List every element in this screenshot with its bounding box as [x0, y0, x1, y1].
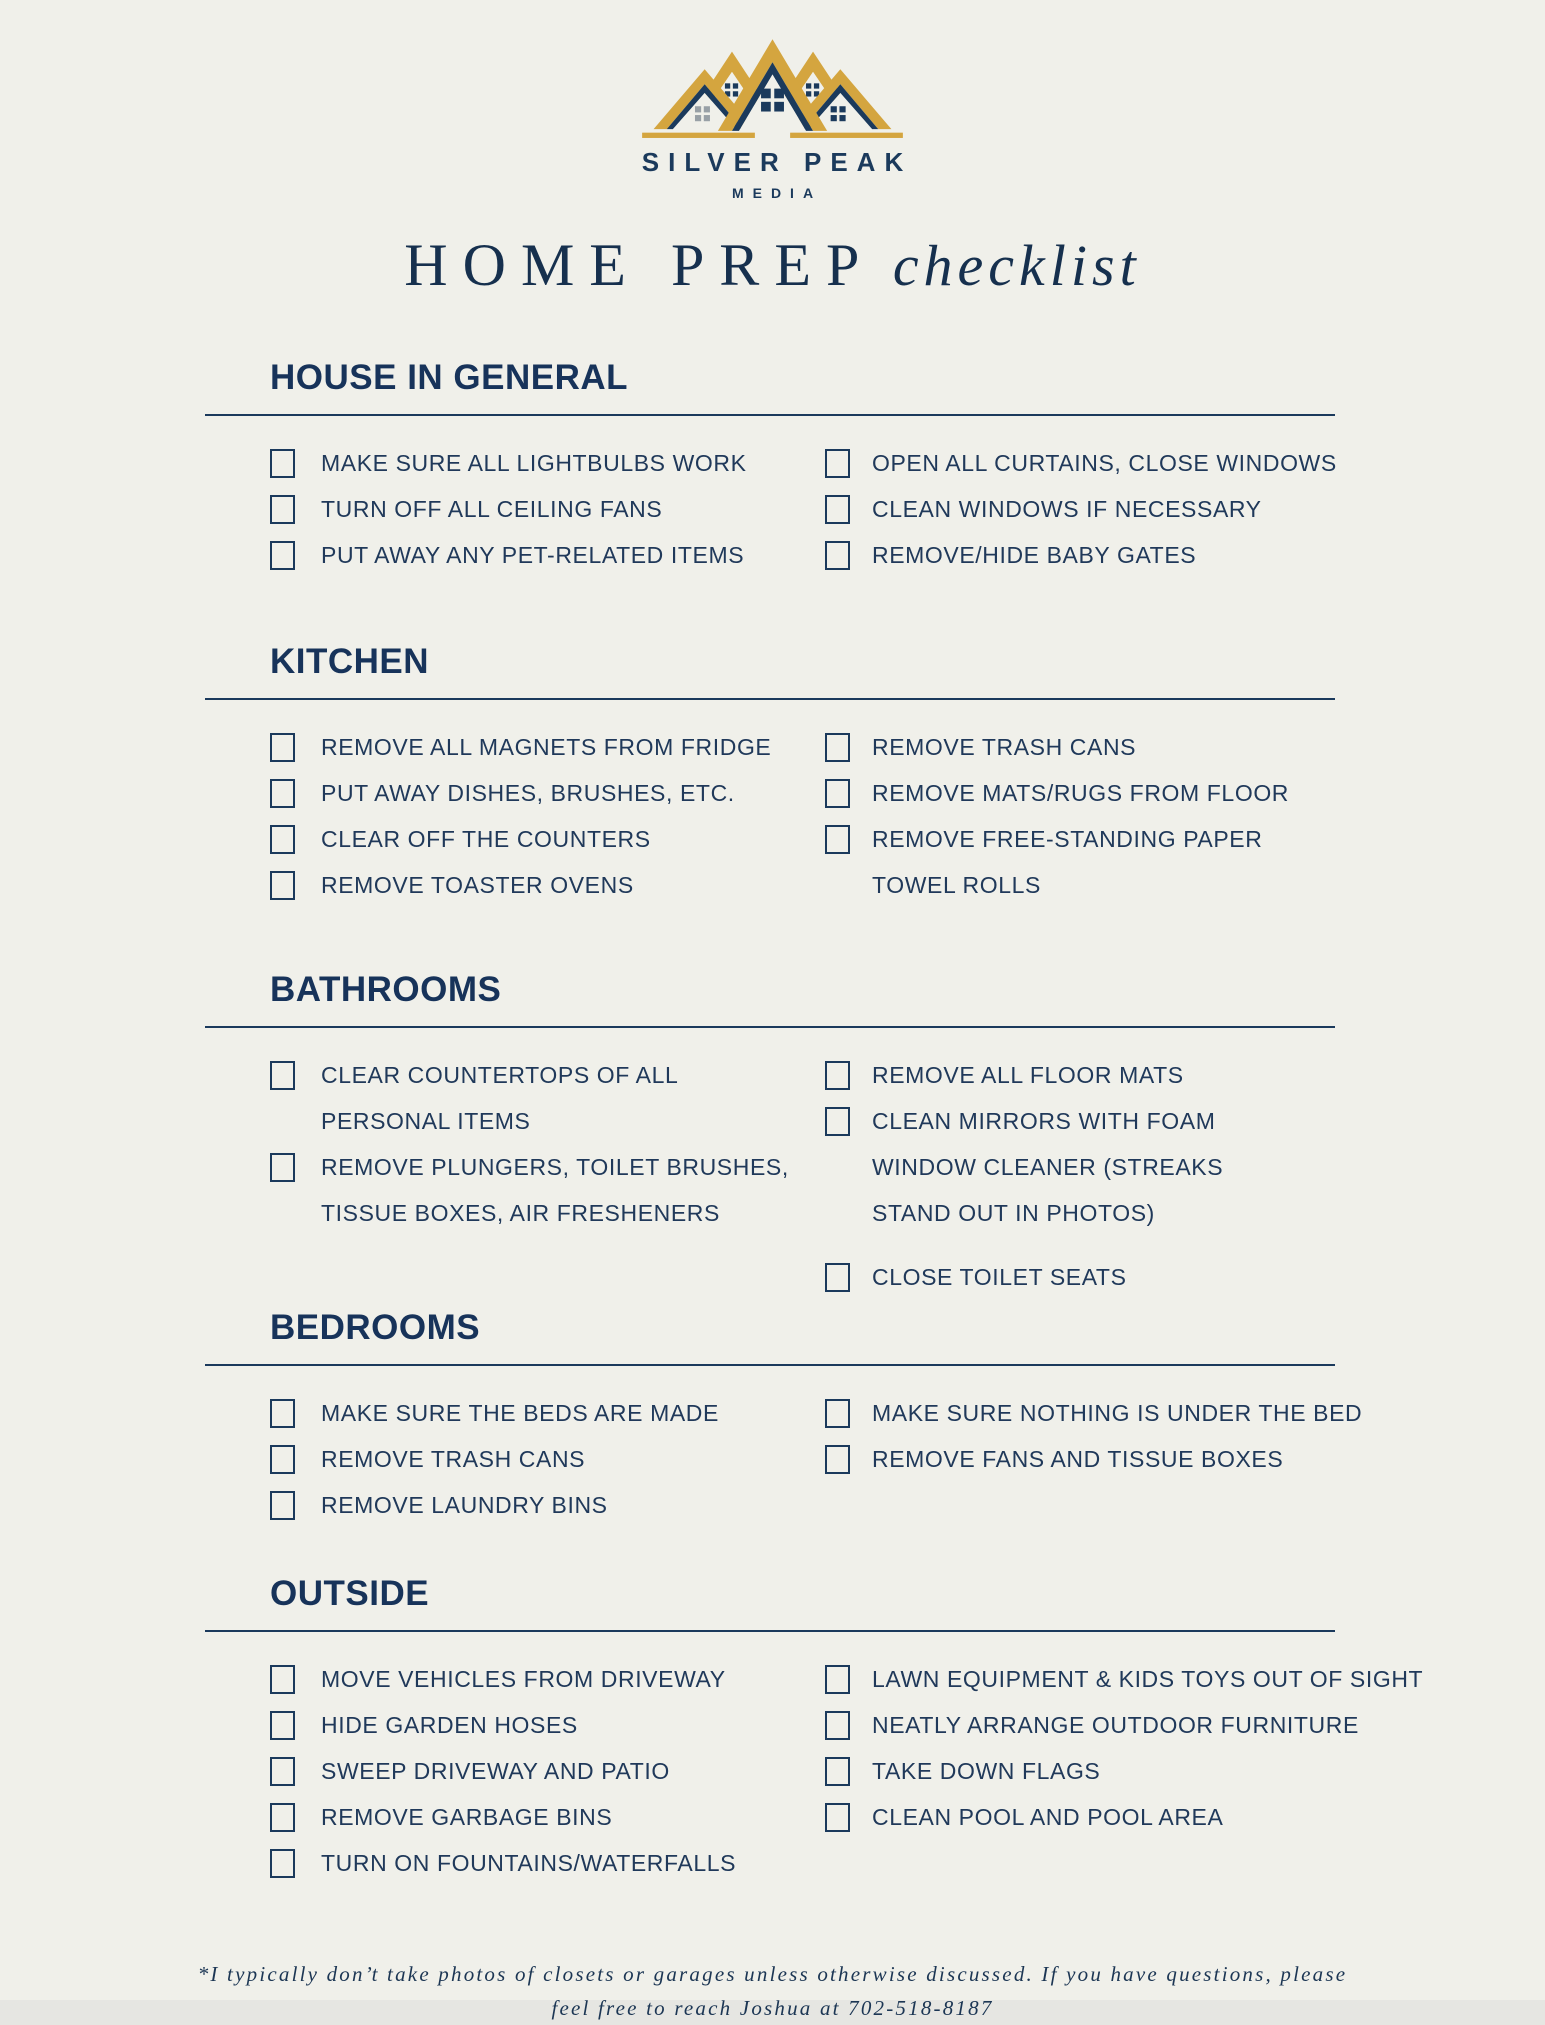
page-title	[0, 231, 1545, 300]
item-label: WINDOW CLEANER (STREAKS	[872, 1153, 1224, 1180]
checklist-item	[270, 486, 825, 532]
checklist-item	[270, 1702, 825, 1748]
kitchen-columns	[205, 700, 1335, 908]
checkbox[interactable]	[270, 1153, 295, 1182]
item-label: TISSUE BOXES, AIR FRESHENERS	[321, 1199, 720, 1226]
item-label: REMOVE GARBAGE BINS	[321, 1803, 613, 1830]
outside-columns	[205, 1632, 1424, 1886]
item-label: REMOVE FANS AND TISSUE BOXES	[872, 1445, 1284, 1472]
item-label: CLEAR COUNTERTOPS OF ALL	[321, 1061, 679, 1088]
checklist-item	[825, 724, 1335, 770]
checkbox[interactable]	[825, 1711, 850, 1740]
checklist-item	[825, 1436, 1362, 1482]
checkbox[interactable]	[825, 495, 850, 524]
bathrooms-right-column	[825, 1052, 1335, 1300]
checkbox[interactable]	[270, 779, 295, 808]
checklist-item	[825, 1190, 1335, 1236]
brand-subtitle: MEDIA	[731, 185, 823, 201]
checklist-item	[270, 1098, 825, 1144]
checklist-item	[825, 1702, 1423, 1748]
houses-roofline-icon	[640, 34, 905, 145]
house-in-general-left-column	[270, 440, 825, 578]
bedrooms-left-column	[270, 1390, 825, 1528]
logo	[0, 0, 1545, 201]
checklist-sections	[205, 358, 1424, 1886]
bedrooms-right-column	[825, 1390, 1362, 1528]
checkbox[interactable]	[270, 1757, 295, 1786]
checklist-item	[825, 1254, 1335, 1300]
checklist-item	[270, 532, 825, 578]
checkbox[interactable]	[825, 541, 850, 570]
item-label: PERSONAL ITEMS	[321, 1107, 531, 1134]
checklist-item	[825, 862, 1335, 908]
checklist-item	[270, 1436, 825, 1482]
house-in-general-right-column	[825, 440, 1337, 578]
checklist-item	[825, 770, 1335, 816]
item-label: HIDE GARDEN HOSES	[321, 1711, 578, 1738]
checkbox[interactable]	[270, 1399, 295, 1428]
checkbox[interactable]	[825, 1399, 850, 1428]
checkbox[interactable]	[825, 1665, 850, 1694]
page-title-main: HOME PREP	[404, 232, 875, 298]
item-label: TURN OFF ALL CEILING FANS	[321, 495, 663, 522]
section-house-in-general	[205, 358, 1335, 578]
item-label: REMOVE LAUNDRY BINS	[321, 1491, 608, 1518]
checkbox[interactable]	[825, 1445, 850, 1474]
checklist-item	[270, 1190, 825, 1236]
checklist-item	[825, 486, 1337, 532]
checklist-item	[270, 1840, 825, 1886]
item-label: REMOVE/HIDE BABY GATES	[872, 541, 1197, 568]
item-label: MAKE SURE THE BEDS ARE MADE	[321, 1399, 719, 1426]
checkbox[interactable]	[825, 1061, 850, 1090]
item-label: CLEAN POOL AND POOL AREA	[872, 1803, 1224, 1830]
checkbox[interactable]	[270, 1445, 295, 1474]
checkbox[interactable]	[270, 1491, 295, 1520]
item-label: CLEAN MIRRORS WITH FOAM	[872, 1107, 1216, 1134]
item-label: PUT AWAY DISHES, BRUSHES, ETC.	[321, 779, 735, 806]
checklist-item	[825, 816, 1335, 862]
footer-note	[0, 1958, 1545, 2025]
checkbox[interactable]	[825, 1263, 850, 1292]
item-label: CLEAN WINDOWS IF NECESSARY	[872, 495, 1262, 522]
section-title-bathrooms: BATHROOMS	[270, 970, 502, 1009]
item-label: TAKE DOWN FLAGS	[872, 1757, 1101, 1784]
checklist-item	[270, 770, 825, 816]
footer-note-line1: *I typically don’t take photos of closets or garages unless otherwise discussed. If you have questions, please	[197, 1962, 1348, 1986]
section-outside	[205, 1574, 1424, 1886]
item-label: STAND OUT IN PHOTOS)	[872, 1199, 1155, 1226]
page-title-accent: checklist	[892, 233, 1141, 298]
checklist-item	[270, 816, 825, 862]
item-label: MAKE SURE ALL LIGHTBULBS WORK	[321, 449, 747, 476]
outside-right-column	[825, 1656, 1423, 1886]
kitchen-left-column	[270, 724, 825, 908]
item-label: TURN ON FOUNTAINS/WATERFALLS	[321, 1849, 737, 1876]
checklist-item	[825, 1656, 1423, 1702]
item-label: REMOVE TRASH CANS	[321, 1445, 586, 1472]
bathrooms-left-column	[270, 1052, 825, 1300]
checkbox[interactable]	[825, 1107, 850, 1136]
section-title-kitchen: KITCHEN	[270, 642, 430, 681]
footer-note-line2: feel free to reach Joshua at 702-518-8187	[551, 1995, 994, 2020]
checkbox[interactable]	[270, 541, 295, 570]
item-label: REMOVE MATS/RUGS FROM FLOOR	[872, 779, 1290, 806]
item-label: REMOVE ALL MAGNETS FROM FRIDGE	[321, 733, 772, 760]
checkbox[interactable]	[270, 1665, 295, 1694]
checkbox[interactable]	[825, 825, 850, 854]
section-title-house-in-general: HOUSE IN GENERAL	[270, 358, 629, 397]
checklist-item	[270, 1390, 825, 1436]
item-label: LAWN EQUIPMENT & KIDS TOYS OUT OF SIGHT	[872, 1665, 1424, 1692]
item-label: MOVE VEHICLES FROM DRIVEWAY	[321, 1665, 726, 1692]
checklist-item	[825, 1052, 1335, 1098]
checkbox[interactable]	[825, 733, 850, 762]
checklist-item	[270, 1656, 825, 1702]
house-in-general-columns	[205, 416, 1335, 578]
checkbox[interactable]	[270, 825, 295, 854]
checklist-item	[825, 1098, 1335, 1144]
item-label: NEATLY ARRANGE OUTDOOR FURNITURE	[872, 1711, 1359, 1738]
outside-left-column	[270, 1656, 825, 1886]
checklist-item	[270, 1482, 825, 1528]
checklist-item	[270, 862, 825, 908]
checkbox[interactable]	[270, 1803, 295, 1832]
item-label: REMOVE ALL FLOOR MATS	[872, 1061, 1184, 1088]
checkbox[interactable]	[825, 779, 850, 808]
brand-name: SILVER PEAK	[641, 147, 913, 177]
checkbox[interactable]	[270, 733, 295, 762]
checkbox[interactable]	[270, 1061, 295, 1090]
checkbox[interactable]	[270, 449, 295, 478]
checklist-item	[270, 724, 825, 770]
section-bathrooms	[205, 970, 1335, 1300]
checklist-item	[270, 1794, 825, 1840]
checkbox[interactable]	[270, 1711, 295, 1740]
checklist-item	[270, 1052, 825, 1098]
bedrooms-columns	[205, 1366, 1363, 1528]
kitchen-right-column	[825, 724, 1335, 908]
checkbox[interactable]	[270, 495, 295, 524]
item-label: OPEN ALL CURTAINS, CLOSE WINDOWS	[872, 449, 1337, 476]
item-label: CLEAR OFF THE COUNTERS	[321, 825, 651, 852]
bathrooms-columns	[205, 1028, 1335, 1300]
checklist-item	[825, 440, 1337, 486]
item-label: REMOVE TOASTER OVENS	[321, 871, 634, 898]
item-label: PUT AWAY ANY PET-RELATED ITEMS	[321, 541, 745, 568]
checklist-item	[825, 1748, 1423, 1794]
checkbox[interactable]	[270, 1849, 295, 1878]
checklist-item	[825, 1794, 1423, 1840]
section-title-outside: OUTSIDE	[270, 1574, 430, 1613]
checkbox[interactable]	[825, 449, 850, 478]
section-bedrooms	[205, 1308, 1363, 1528]
item-label: TOWEL ROLLS	[872, 871, 1041, 898]
item-label: SWEEP DRIVEWAY AND PATIO	[321, 1757, 670, 1784]
item-label: MAKE SURE NOTHING IS UNDER THE BED	[872, 1399, 1363, 1426]
checkbox[interactable]	[270, 871, 295, 900]
checklist-item	[270, 1144, 825, 1190]
checklist-item	[270, 440, 825, 486]
item-label: REMOVE FREE-STANDING PAPER	[872, 825, 1263, 852]
section-title-bedrooms: BEDROOMS	[270, 1308, 481, 1347]
item-label: REMOVE TRASH CANS	[872, 733, 1137, 760]
checklist-item	[270, 1748, 825, 1794]
checklist-item	[825, 1144, 1335, 1190]
checklist-item	[825, 1390, 1362, 1436]
checklist-item	[825, 532, 1337, 578]
section-kitchen	[205, 642, 1335, 908]
checkbox[interactable]	[825, 1757, 850, 1786]
item-label: REMOVE PLUNGERS, TOILET BRUSHES,	[321, 1153, 789, 1180]
item-label: CLOSE TOILET SEATS	[872, 1263, 1127, 1290]
checkbox[interactable]	[825, 1803, 850, 1832]
